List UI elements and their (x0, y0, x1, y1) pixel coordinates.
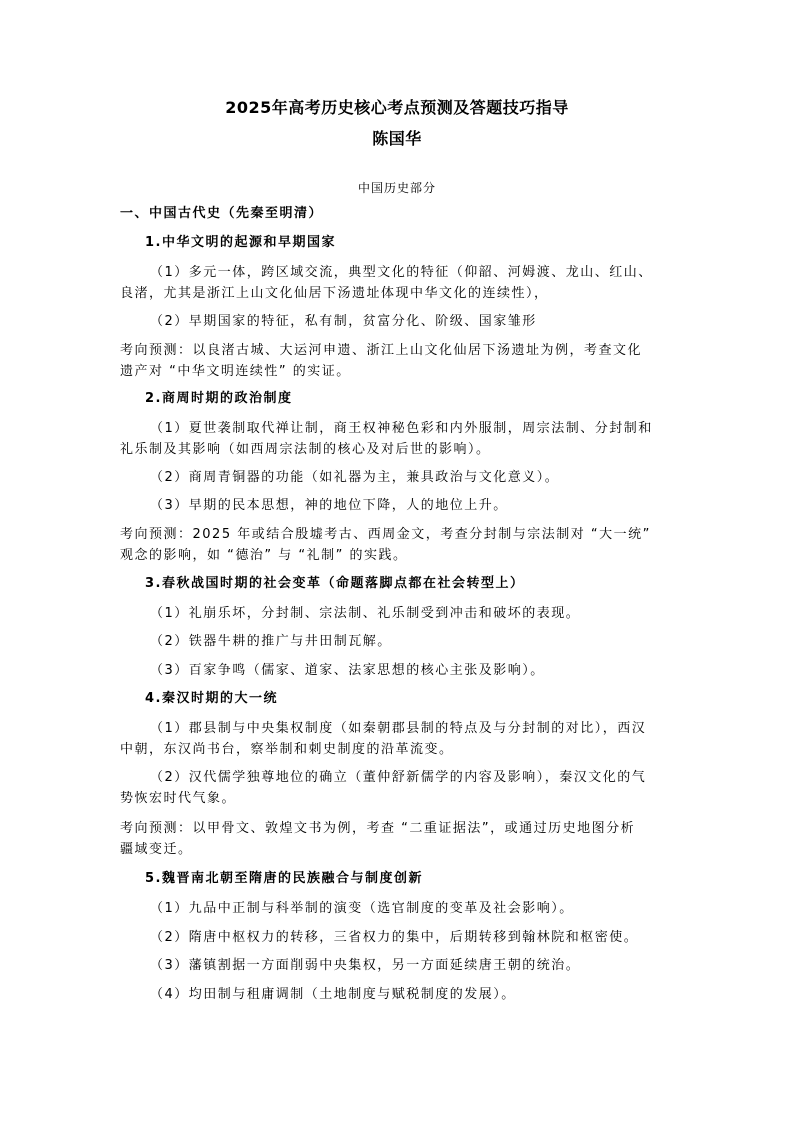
section-heading-4: 4.秦汉时期的大一统 (145, 691, 278, 706)
paragraph-continuation: 势恢宏时代气象。 (120, 791, 237, 806)
paragraph: （2）汉代儒学独尊地位的确立（董仲舒新儒学的内容及影响），秦汉文化的气 (150, 770, 647, 785)
paragraph: （3）藩镇割据一方面削弱中央集权，另一方面延续唐王朝的统治。 (150, 958, 581, 973)
paragraph: （1）九品中正制与科举制的演变（选官制度的变革及社会影响）。 (150, 901, 574, 916)
paragraph: （2）商周青铜器的功能（如礼器为主，兼具政治与文化意义）。 (150, 470, 560, 485)
paragraph-continuation: 中朝，东汉尚书台，察举制和刺史制度的沿革流变。 (120, 742, 454, 757)
prediction-paragraph: 考向预测：以甲骨文、敦煌文书为例，考查 “二重证据法”，或通过历史地图分析 (120, 821, 636, 836)
paragraph-continuation: 良渚，尤其是浙江上山文化仙居下汤遗址体现中华文化的连续性）， (120, 286, 549, 301)
chapter-heading: 一、中国古代史（先秦至明清） (120, 206, 324, 221)
paragraph: （1）礼崩乐坏，分封制、宗法制、礼乐制受到冲击和破坏的表现。 (150, 606, 581, 621)
prediction-continuation: 遗产对 “中华文明连续性” 的实证。 (120, 364, 351, 379)
section-heading-1: 1.中华文明的起源和早期国家 (145, 235, 336, 250)
prediction-continuation: 观念的影响，如 “德治” 与 “礼制” 的实践。 (120, 548, 408, 563)
document-title: 2025年高考历史核心考点预测及答题技巧指导 (225, 98, 569, 117)
prediction-continuation: 疆域变迁。 (120, 842, 193, 857)
part-title: 中国历史部分 (357, 181, 436, 195)
section-heading-5: 5.魏晋南北朝至隋唐的民族融合与制度创新 (145, 871, 423, 886)
paragraph: （1）郡县制与中央集权制度（如秦朝郡县制的特点及与分封制的对比），西汉 (150, 721, 647, 736)
paragraph: （1）多元一体，跨区域交流，典型文化的特征（仰韶、河姆渡、龙山、红山、 (150, 265, 653, 280)
prediction-paragraph: 考向预测：2025 年或结合殷墟考古、西周金文，考查分封制与宗法制对 “大一统” (120, 527, 651, 542)
section-heading-3: 3.春秋战国时期的社会变革（命题落脚点都在社会转型上） (145, 576, 525, 591)
paragraph: （2）早期国家的特征，私有制，贫富分化、阶级、国家雏形 (150, 314, 537, 329)
paragraph-continuation: 礼乐制及其影响（如西周宗法制的核心及对后世的影响）。 (120, 442, 491, 457)
paragraph: （2）隋唐中枢权力的转移，三省权力的集中，后期转移到翰林院和枢密使。 (150, 930, 639, 945)
paragraph: （4）均田制与租庸调制（土地制度与赋税制度的发展）。 (150, 987, 516, 1002)
paragraph: （2）铁器牛耕的推广与井田制瓦解。 (150, 634, 392, 649)
paragraph: （3）早期的民本思想，神的地位下降，人的地位上升。 (150, 498, 508, 513)
paragraph: （1）夏世袭制取代禅让制，商王权神秘色彩和内外服制，周宗法制、分封制和 (150, 421, 653, 436)
prediction-paragraph: 考向预测：以良渚古城、大运河申遗、浙江上山文化仙居下汤遗址为例，考查文化 (120, 343, 643, 358)
paragraph: （3）百家争鸣（儒家、道家、法家思想的核心主张及影响）。 (150, 663, 545, 678)
section-heading-2: 2.商周时期的政治制度 (145, 391, 293, 406)
document-author: 陈国华 (372, 129, 422, 148)
